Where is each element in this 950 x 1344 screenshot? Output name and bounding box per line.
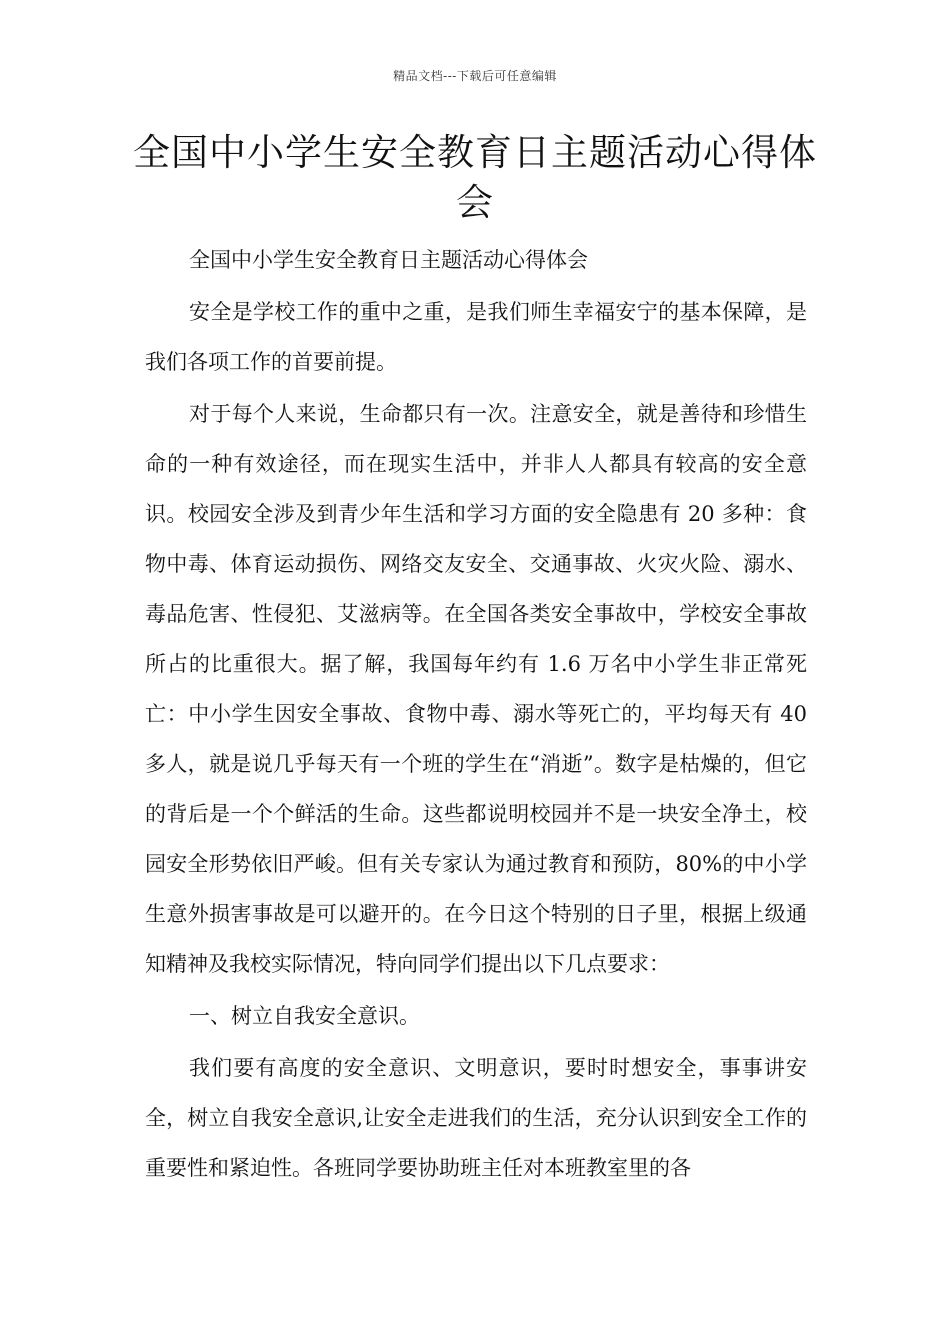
document-body [145,235,807,1195]
paragraph-subtitle: 全国中小学生安全教育日主题活动心得体会 [189,248,588,272]
paragraph-section-heading: 一、树立自我安全意识。 [189,1004,420,1028]
paragraph-statistics: 对于每个人来说，生命都只有一次。注意安全，就是善待和珍惜生命的一种有效途径，而在现实生活中，并非人人都具有较高的安全意识。校园安全涉及到青少年生活和学习方面的安全隐患有 20 多种：食物中毒、体育运动损伤、网络交友安全、交通事故、火灾火险、溺水、毒品危害、性侵犯、艾滋病等。在全国各类安全事故中，学校安全事故所占的比重很大。据了解，我国每年约有 1.6 万名中小学生非正常死亡：中小学生因安全事故、食物中毒、溺水等死亡的，平均每天有 40 多人，就是说几乎每天有一个班的学生在“消逝”。数字是枯燥的，但它的背后是一个个鲜活的生命。这些都说明校园并不是一块安全净土，校园安全形势依旧严峻。但有关专家认为通过教育和预防，80%的中小学生意外损害事故是可以避开的。在今日这个特别的日子里，根据上级通知精神及我校实际情况，特向同学们提出以下几点要求： [145,402,807,976]
paragraph-intro: 安全是学校工作的重中之重，是我们师生幸福安宁的基本保障，是我们各项工作的首要前提。 [145,300,807,374]
paragraph-section-body: 我们要有高度的安全意识、文明意识，要时时想安全，事事讲安全，树立自我安全意识,让安全走进我们的生活，充分认识到安全工作的重要性和紧迫性。各班同学要协助班主任对本班教室里的各 [145,1056,807,1180]
header-note: 精品文档---下载后可任意编辑 [393,69,557,83]
document-title: 全国中小学生安全教育日主题活动心得体会 [133,131,817,224]
